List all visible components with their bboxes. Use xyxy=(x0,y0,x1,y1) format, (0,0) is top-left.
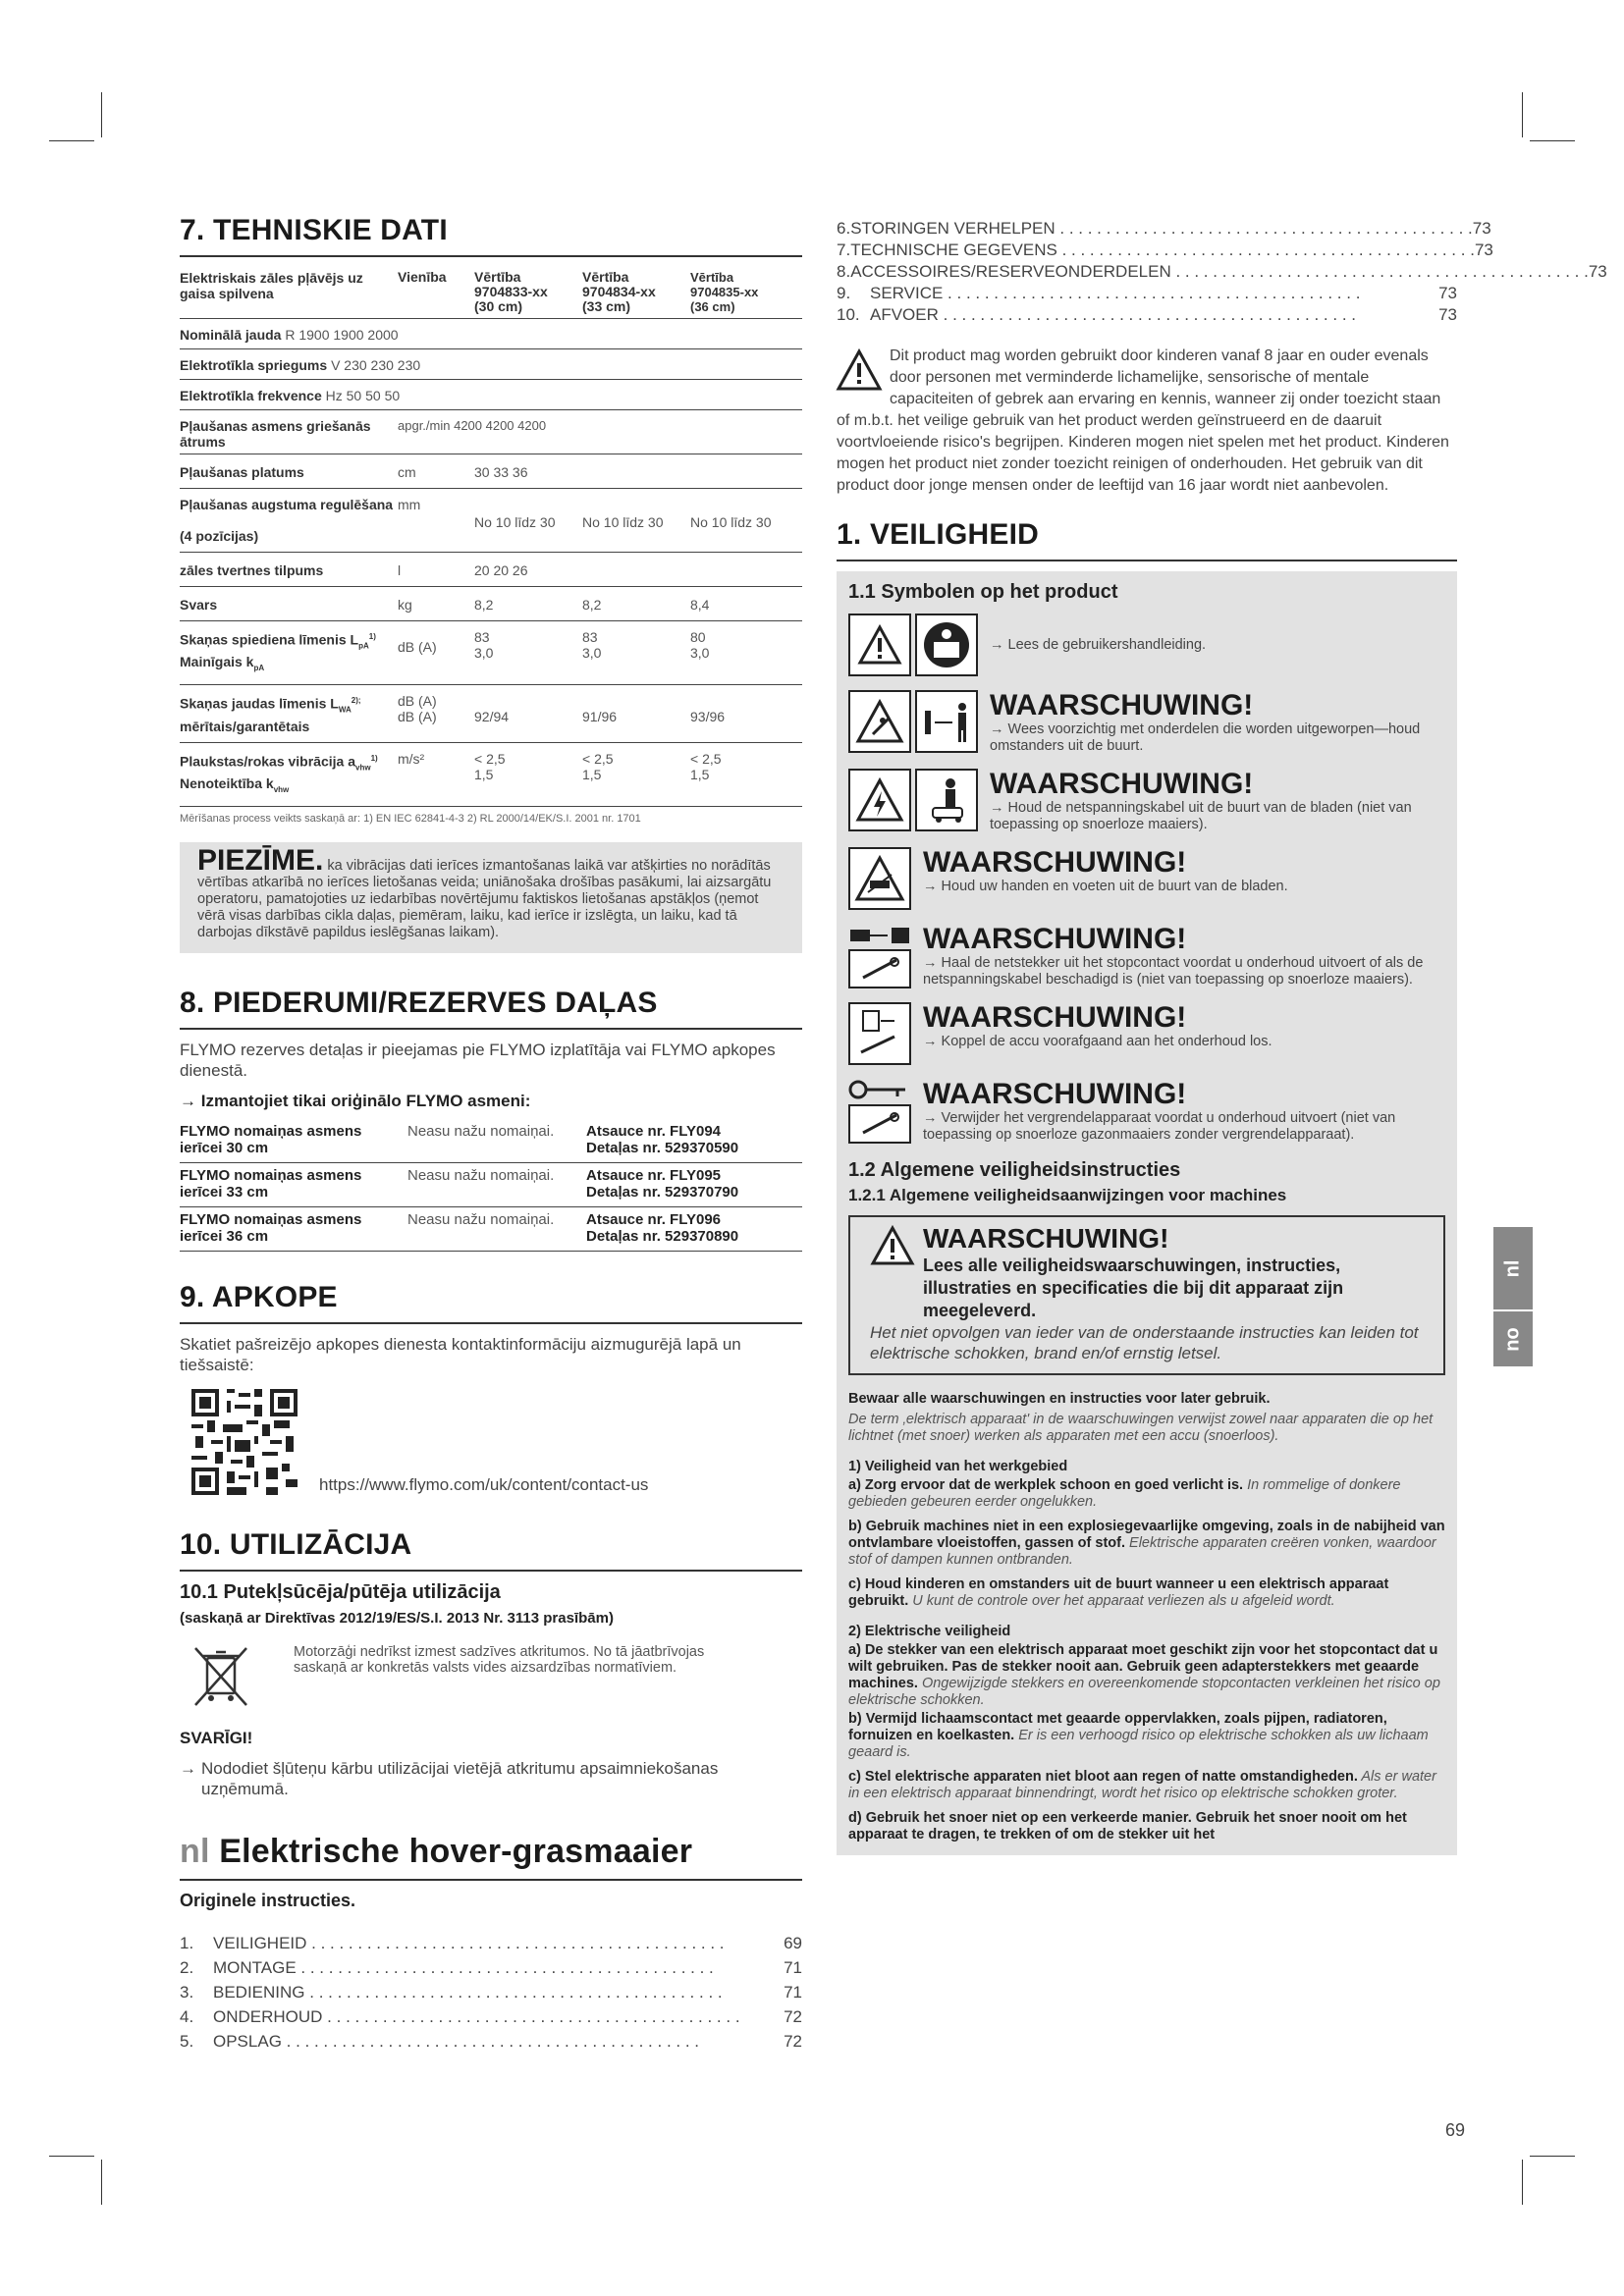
rule-item: c) Stel elektrische apparaten niet bloot aan regen of natte omstandigheden. Als er water in een elektrisch apparaat binnendringt, wordt het risico op elektrische schokken groter. xyxy=(848,1769,1436,1801)
symbol-row xyxy=(848,690,1445,755)
rule-item: a) De stekker van een elektrisch apparaat moet geschikt zijn voor het stopcontact dat u wilt gebruiken. Pas de stekker nooit aan. Gebruik geen adapterstekkers met geaarde machines. Ongewijzigde stekkers en overeenkomende stopcontacten verkleinen het risico op elektrische schokken. xyxy=(848,1642,1440,1708)
row-value: R 1900 1900 2000 xyxy=(285,327,399,343)
table-header-cell: Vērtība 9704835-xx (36 cm) xyxy=(690,267,802,319)
table-row xyxy=(180,319,802,349)
row-value: < 2,5 1,5 xyxy=(474,742,582,806)
note-text: ka vibrācijas dati ierīces izmantošanas laikā var atšķirties no norādītās vērtības atkarībā no ierīces lietošanas veida; uniānošaka drošības pasākumi, lai aizsargātu operatoru, pamatojoties uz iedarbības novērtējumu faktiskos lietošanas apstākļos (ņemot vērā visas darbības cikla daļas, piemēram, laiku, kad ierīce ir izslēgta, un laiku, kad tā darbojas dīkstāvē papildus ieslēgšanas laikam). xyxy=(197,857,772,940)
battery-disconnect-icon xyxy=(848,1002,911,1065)
key-icon xyxy=(848,1079,911,1100)
weee-row xyxy=(180,1644,802,1711)
section-title-safety: 1. VEILIGHEID xyxy=(837,518,1457,561)
table-row xyxy=(180,742,802,806)
arrow-icon: → xyxy=(180,1091,201,1110)
section-title-service: 9. APKOPE xyxy=(180,1281,802,1324)
table-header-row xyxy=(180,267,802,319)
toc-item[interactable]: 2. MONTAGE . . . . . . . . . . . . . . . . . . . . . . . . . . . . . . . . . . . . . . . . . . . . . 71 xyxy=(180,1957,802,1977)
symbol-text: → Verwijder het vergrendelapparaat voordat u onderhoud uitvoert (niet van toepassing op snoerloze gazonmaaiers zonder vergrendelapparaat). xyxy=(923,1110,1396,1143)
toc-item[interactable]: 1. VEILIGHEID . . . . . . . . . . . . . . . . . . . . . . . . . . . . . . . . . . . . . . . . . . . . . 69 xyxy=(180,1933,802,1952)
row-label: Plaukstas/rokas vibrācija $a_{vhw}^{1)}$ Nenoteiktība $k_{vhw}$ xyxy=(180,742,398,806)
row-unit: dB (A) xyxy=(398,621,474,685)
nl-doc-title: nl Elektrische hover-grasmaaier xyxy=(180,1833,802,1881)
disposal-arrow-line: → Nododiet šļūteņu kārbu utilizācijai vietējā atkritumu apsaimniekošanas uzņēmumā. xyxy=(180,1758,719,1798)
symbol-text: → Koppel de accu voorafgaand aan het onderhoud los. xyxy=(923,1034,1272,1049)
row-label: Elektrotīkla frekvence xyxy=(180,388,322,403)
part-name: FLYMO nomaiņas asmens ierīcei 36 cm xyxy=(180,1206,407,1251)
arrow-icon: → xyxy=(923,955,942,971)
table-row xyxy=(180,349,802,380)
row-value: 93/96 xyxy=(690,685,802,742)
row-value: 20 20 26 xyxy=(474,553,802,587)
section-title-parts: 8. PIEDERUMI/REZERVES DAĻAS xyxy=(180,987,802,1030)
rule-item: b) Gebruik machines niet in een explosiegevaarlijke omgeving, zoals in de nabijheid van ontvlambare vloeistoffen, gassen of stof. Elektrische apparaten creëren vonken, waardoor stof of dampen kunnen ontbranden. xyxy=(848,1519,1445,1568)
toc-item[interactable]: 4. ONDERHOUD . . . . . . . . . . . . . . . . . . . . . . . . . . . . . . . . . . . . . . . . . . . . . 72 xyxy=(180,2006,802,2026)
arrow-icon: → xyxy=(923,1110,942,1126)
important-label: SVARĪGI! xyxy=(180,1728,253,1747)
left-column xyxy=(180,214,802,2054)
warning-triangle-icon xyxy=(848,614,911,676)
toc-item[interactable]: 5. OPSLAG . . . . . . . . . . . . . . . . . . . . . . . . . . . . . . . . . . . . . . . . . . . . . 72 xyxy=(180,2031,802,2051)
symbol-row xyxy=(848,614,1445,676)
row-value: No 10 līdz 30 xyxy=(582,489,690,553)
row-value: 8,2 xyxy=(582,587,690,621)
work-area-title: 1) Veiligheid van het werkgebied xyxy=(848,1459,1068,1474)
warning-italic-text: Het niet opvolgen van ieder van de onderstaande instructies kan leiden tot elektrische schokken, brand en/of ernstig letsel. xyxy=(870,1323,1419,1362)
arrow-icon: → xyxy=(990,637,1008,653)
section-title-disposal: 10. UTILIZĀCIJA xyxy=(180,1528,802,1572)
symbol-row xyxy=(848,1002,1445,1065)
part-name: FLYMO nomaiņas asmens ierīcei 33 cm xyxy=(180,1162,407,1206)
tab-no[interactable]: no xyxy=(1493,1309,1533,1366)
unplug-icon xyxy=(848,924,911,945)
row-label: Skaņas jaudas līmenis $L_{WA}^{2);}$ mērītais/garantētais xyxy=(180,685,398,742)
warning-title: WAARSCHUWING! xyxy=(923,1078,1187,1110)
thrown-objects-icon xyxy=(915,690,978,753)
weee-text: Motorzāģi nedrīkst izmest sadzīves atkritumos. No tā jāatbrīvojas saskaņā ar konkretās valsts vides aizsardzības normatīviem. xyxy=(294,1643,705,1676)
arrow-icon: → xyxy=(923,1034,942,1049)
row-value: 83 3,0 xyxy=(474,621,582,685)
symbol-text: → Houd uw handen en voeten uit de buurt van de bladen. xyxy=(923,879,1288,894)
row-unit: m/s² xyxy=(398,742,474,806)
row-value: No 10 līdz 30 xyxy=(690,489,802,553)
crop-mark xyxy=(49,140,94,141)
part-desc: Neasu nažu nomaiņai. xyxy=(407,1119,586,1163)
warning-title: WAARSCHUWING! xyxy=(923,923,1187,955)
table-row xyxy=(180,410,802,454)
qr-row xyxy=(180,1389,802,1495)
term-text: De term ‚elektrisch apparaat' in de waarschuwingen verwijst zowel naar apparaten die op het lichtnet (met snoer) werken als apparaten met een accu (snoerloos). xyxy=(848,1412,1434,1444)
tech-table xyxy=(180,267,802,807)
warning-title: WAARSCHUWING! xyxy=(990,689,1254,721)
crop-mark xyxy=(1530,140,1575,141)
symbol-text: → Lees de gebruikershandleiding. xyxy=(990,637,1207,653)
row-value: < 2,5 1,5 xyxy=(690,742,802,806)
general-subtitle: 1.2.1 Algemene veiligheidsaanwijzingen voor machines xyxy=(848,1186,1287,1204)
table-header-cell: Vienība xyxy=(398,267,474,319)
electric-warning-icon xyxy=(848,769,911,831)
rule-item: a) Zorg ervoor dat de werkplek schoon en goed verlicht is. In rommelige of donkere gebieden gebeuren eerder ongelukken. xyxy=(848,1477,1401,1510)
service-url[interactable]: https://www.flymo.com/uk/content/contact-us xyxy=(319,1474,649,1494)
symbols-box xyxy=(837,571,1457,1855)
rule-item: b) Vermijd lichaamscontact met geaarde oppervlakken, zoals pijpen, radiatoren, fornuizen en koelkasten. Er is een verhoogd risico op elektrische schokken als uw lichaam geaard is. xyxy=(848,1711,1429,1760)
crop-mark xyxy=(101,92,102,137)
table-row xyxy=(180,1206,802,1251)
part-desc: Neasu nažu nomaiņai. xyxy=(407,1206,586,1251)
row-value: < 2,5 1,5 xyxy=(582,742,690,806)
service-text: Skatiet pašreizējo apkopes dienesta kontaktinformāciju aizmugurējā lapā un tiešsaistē: xyxy=(180,1334,741,1374)
disposal-directive: (saskaņā ar Direktīvas 2012/19/ES/S.I. 2013 Nr. 3113 prasībām) xyxy=(180,1609,614,1627)
keep-hands-feet-away-icon xyxy=(848,847,911,910)
toc-right xyxy=(837,218,1607,326)
table-row xyxy=(180,621,802,685)
symbol-row xyxy=(848,769,1445,833)
row-value: 83 3,0 xyxy=(582,621,690,685)
warning-triangle-icon xyxy=(870,1225,915,1266)
row-label: Pļaušanas augstuma regulēšana (4 pozīcijas) xyxy=(180,489,398,553)
rule-item: c) Houd kinderen en omstanders uit de buurt wanneer u een elektrisch apparaat gebruikt. U kunt de controle over het apparaat verliezen als u afgeleid wordt. xyxy=(848,1576,1389,1609)
symbol-row xyxy=(848,1079,1445,1144)
tab-nl[interactable]: nl xyxy=(1493,1227,1533,1309)
warning-bold-text: Lees alle veiligheidswaarschuwingen, instructies, illustraties en specificaties die bij dit apparaat zijn meegeleverd. xyxy=(923,1255,1344,1320)
note-box xyxy=(180,842,802,953)
parts-intro: FLYMO rezerves detaļas ir pieejamas pie FLYMO izplatītāja vai FLYMO apkopes dienestā. xyxy=(180,1040,776,1080)
table-header-cell: Vērtība 9704833-xx (30 cm) xyxy=(474,267,582,319)
table-header-cell: Vērtība 9704834-xx (33 cm) xyxy=(582,267,690,319)
toc-item[interactable]: 8. ACCESSOIRES/RESERVEONDERDELEN . . . . . . . . . . . . . . . . . . . . . . . . . . . . . . . . . . . . . . . . . . . . . 73 xyxy=(837,262,1607,281)
row-value: No 10 līdz 30 xyxy=(474,489,582,553)
part-name: FLYMO nomaiņas asmens ierīcei 30 cm xyxy=(180,1119,407,1163)
crossed-bin-icon xyxy=(191,1644,250,1711)
note-heading: PIEZĪME. xyxy=(197,843,324,877)
table-row xyxy=(180,587,802,621)
row-value: 8,4 xyxy=(690,587,802,621)
arrow-icon: → xyxy=(180,1758,196,1778)
crop-mark xyxy=(1522,2160,1523,2205)
maintenance-icon xyxy=(848,949,911,988)
row-unit: kg xyxy=(398,587,474,621)
part-ref: Atsauce nr. FLY096 Detaļas nr. 529370890 xyxy=(586,1206,802,1251)
row-unit: mm xyxy=(398,489,474,553)
warning-title: WAARSCHUWING! xyxy=(923,1001,1187,1034)
toc-item[interactable]: 7. TECHNISCHE GEGEVENS . . . . . . . . . . . . . . . . . . . . . . . . . . . . . . . . . . . . . . . . . . . . . 73 xyxy=(837,240,1493,259)
arrow-icon: → xyxy=(990,800,1008,816)
qr-code-icon xyxy=(191,1389,298,1495)
toc-item[interactable]: 9. SERVICE . . . . . . . . . . . . . . . . . . . . . . . . . . . . . . . . . . . . . . . . . . . . . 73 xyxy=(837,284,1457,302)
table-row xyxy=(180,1162,802,1206)
warning-triangle-icon xyxy=(848,690,911,753)
warning-title: WAARSCHUWING! xyxy=(923,1223,1169,1254)
symbols-title: 1.1 Symbolen op het product xyxy=(848,581,1118,603)
row-value: 92/94 xyxy=(474,685,582,742)
symbol-text: → Houd de netspanningskabel uit de buurt van de bladen (niet van toepassing op snoerloze maaiers). xyxy=(990,800,1412,832)
section-title-tech: 7. TEHNISKIE DATI xyxy=(180,214,802,257)
row-label: Pļaušanas asmens griešanās ātrums xyxy=(180,410,398,454)
symbol-text: → Haal de netstekker uit het stopcontact voordat u onderhoud uitvoert of als de netspanningskabel beschadigd is (niet van toepassing op snoerloze maaiers). xyxy=(923,955,1424,988)
original-instructions: Originele instructies. xyxy=(180,1890,356,1910)
table-row xyxy=(180,1119,802,1163)
row-value: apgr./min 4200 4200 4200 xyxy=(398,410,802,454)
toc-item[interactable]: 3. BEDIENING . . . . . . . . . . . . . . . . . . . . . . . . . . . . . . . . . . . . . . . . . . . . . 71 xyxy=(180,1982,802,2002)
row-value: 30 33 36 xyxy=(474,454,802,489)
symbol-text: → Wees voorzichtig met onderdelen die worden uitgeworpen—houd omstanders uit de buurt. xyxy=(990,721,1421,754)
row-value: 8,2 xyxy=(474,587,582,621)
row-label: Elektrotīkla spriegums xyxy=(180,357,328,373)
electrical-title: 2) Elektrische veiligheid xyxy=(848,1624,1011,1639)
rule-item: d) Gebruik het snoer niet op een verkeerde manier. Gebruik het snoer nooit om het apparaat te dragen, te trekken of om de stekker uit het xyxy=(848,1810,1407,1842)
row-label: Nominālā jauda xyxy=(180,327,282,343)
part-ref: Atsauce nr. FLY094 Detaļas nr. 529370590 xyxy=(586,1119,802,1163)
row-unit: dB (A) dB (A) xyxy=(398,685,474,742)
crop-mark xyxy=(1522,92,1523,137)
maintenance-icon xyxy=(848,1104,911,1144)
warning-title: WAARSCHUWING! xyxy=(990,768,1254,800)
row-value: Hz 50 50 50 xyxy=(325,388,401,403)
page-number: 69 xyxy=(1444,2120,1465,2140)
general-warning-box xyxy=(848,1215,1445,1375)
row-label: Pļaušanas platums xyxy=(180,454,398,489)
symbol-row xyxy=(848,924,1445,988)
table-row xyxy=(180,489,802,553)
row-value: 91/96 xyxy=(582,685,690,742)
warning-triangle-icon xyxy=(837,349,882,391)
row-unit: l xyxy=(398,553,474,587)
read-manual-icon xyxy=(915,614,978,676)
keep-cable-away-icon xyxy=(915,769,978,831)
table-header-cell: Elektriskais zāles pļāvējs uz gaisa spilvena xyxy=(180,267,398,319)
row-unit: cm xyxy=(398,454,474,489)
row-label: zāles tvertnes tilpums xyxy=(180,553,398,587)
toc-item[interactable]: 10. AFVOER . . . . . . . . . . . . . . . . . . . . . . . . . . . . . . . . . . . . . . . . . . . . . 73 xyxy=(837,305,1457,324)
part-desc: Neasu nažu nomaiņai. xyxy=(407,1162,586,1206)
warning-title: WAARSCHUWING! xyxy=(923,846,1187,879)
part-ref: Atsauce nr. FLY095 Detaļas nr. 529370790 xyxy=(586,1162,802,1206)
right-column xyxy=(837,218,1607,1855)
crop-mark xyxy=(49,2156,94,2157)
general-title: 1.2 Algemene veiligheidsinstructies xyxy=(848,1159,1181,1181)
parts-arrow-line: → Izmantojiet tikai oriģinālo FLYMO asmeni: xyxy=(180,1091,531,1110)
row-label: Skaņas spiediena līmenis $L_{pA}^{1)}$ Mainīgais $k_{pA}$ xyxy=(180,621,398,685)
table-row xyxy=(180,380,802,410)
table-row xyxy=(180,685,802,742)
child-warning: Dit product mag worden gebruikt door kinderen vanaf 8 jaar en ouder evenals door personen met verminderde lichamelijke, sensorische of mentale capaciteiten of gebrek aan ervaring en kennis, wanneer zij onder toezicht staan of m.b.t. het veilige gebruik van het product werden geïnstrueerd en de daaruit voortvloeiende risico's begrijpen. Kinderen mogen niet spelen met het product. Kinderen mogen het product niet zonder toezicht reinigen of onderhouden. Het gebruik van dit product door jonge mensen onder de leeftijd van 16 jaar wordt niet aanbevolen. xyxy=(837,347,1449,494)
row-label: Svars xyxy=(180,587,398,621)
table-row xyxy=(180,553,802,587)
crop-mark xyxy=(1530,2156,1575,2157)
row-value: V 230 230 230 xyxy=(331,357,421,373)
row-value: 80 3,0 xyxy=(690,621,802,685)
symbol-row xyxy=(848,847,1445,910)
arrow-icon: → xyxy=(923,879,942,894)
toc-left xyxy=(180,1931,802,2054)
toc-item[interactable]: 6. STORINGEN VERHELPEN . . . . . . . . . . . . . . . . . . . . . . . . . . . . . . . . . . . . . . . . . . . . . 73 xyxy=(837,219,1491,238)
table-row xyxy=(180,454,802,489)
parts-table xyxy=(180,1119,802,1252)
arrow-icon: → xyxy=(990,721,1008,737)
keep-instructions: Bewaar alle waarschuwingen en instructies voor later gebruik. xyxy=(848,1391,1271,1407)
tech-footnote: Mērīšanas process veikts saskaņā ar: 1) EN IEC 62841-4-3 2) RL 2000/14/EK/S.I. 2001 nr. 1701 xyxy=(180,812,641,825)
crop-mark xyxy=(101,2160,102,2205)
disposal-subtitle: 10.1 Putekļsūcēja/pūtēja utilizācija xyxy=(180,1580,501,1603)
